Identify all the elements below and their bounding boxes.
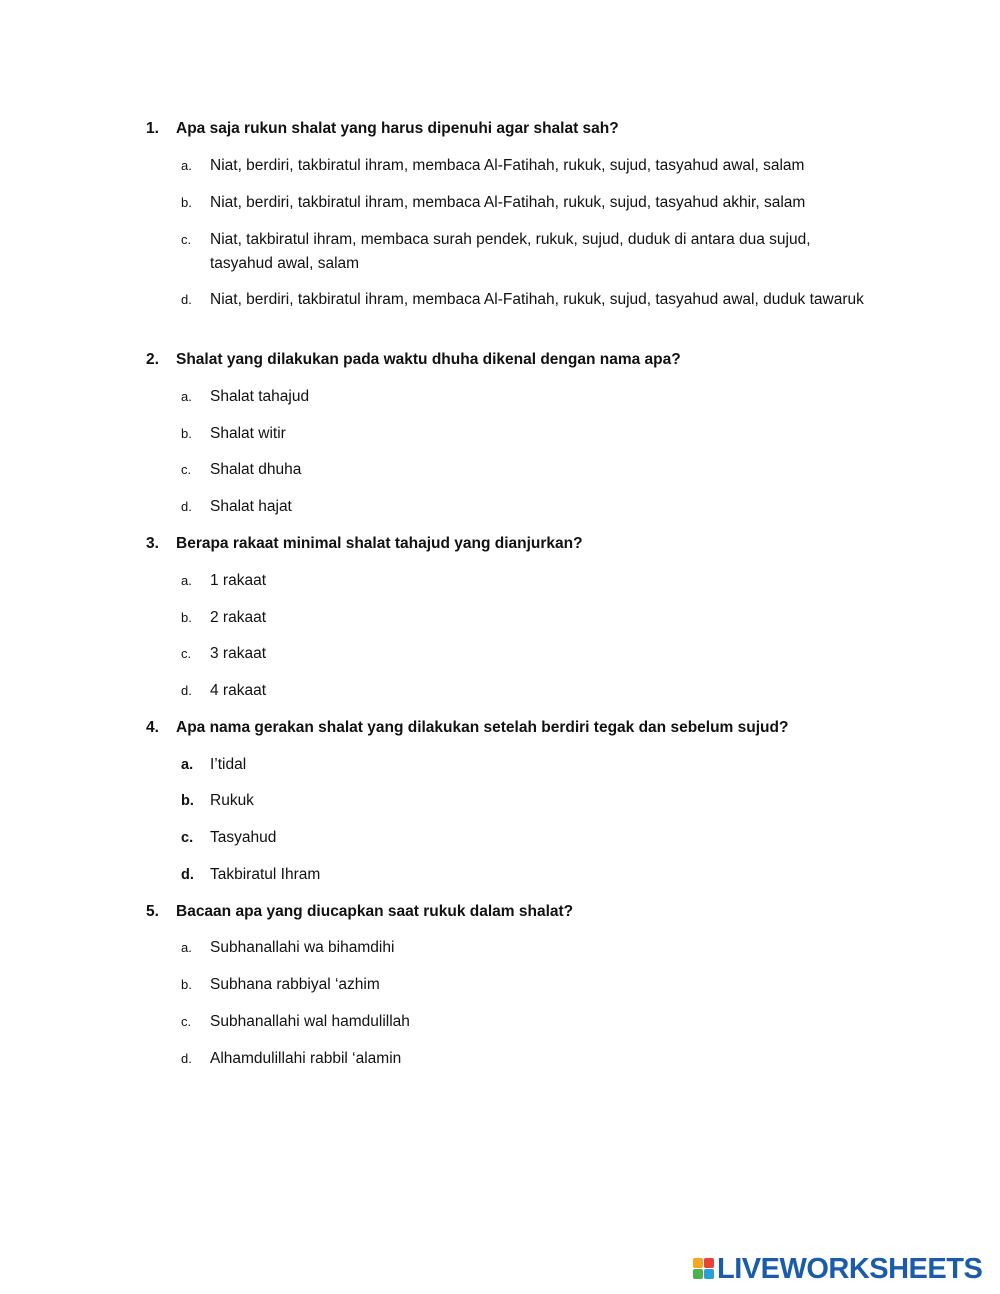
option-letter: d.	[181, 292, 192, 307]
option-letter: d.	[181, 1051, 192, 1066]
question-number: 3.	[146, 535, 159, 552]
option-text: 4 rakaat	[210, 682, 267, 699]
option-text: Tasyahud	[210, 829, 277, 846]
option-letter: c.	[181, 462, 192, 477]
option-letter: a.	[181, 940, 192, 955]
option-text: Niat, berdiri, takbiratul ihram, membaca Al-Fatihah, rukuk, sujud, tasyahud awal, salam	[210, 157, 805, 174]
option-letter: a.	[181, 389, 192, 404]
option-text: Shalat dhuha	[210, 461, 302, 478]
option-text: I’tidal	[210, 756, 247, 773]
option-text: Subhana rabbiyal ‘azhim	[210, 976, 380, 993]
option-letter: b.	[181, 977, 192, 992]
option-text: 1 rakaat	[210, 572, 267, 589]
question-text: Apa saja rukun shalat yang harus dipenuhi agar shalat sah?	[176, 120, 619, 137]
option-letter: a.	[181, 158, 192, 173]
logo-tile-icon	[704, 1269, 714, 1279]
option-letter: b.	[181, 610, 192, 625]
question-text: Berapa rakaat minimal shalat tahajud yang dianjurkan?	[176, 535, 583, 552]
option-letter: c.	[181, 830, 194, 846]
logo-mark-icon	[693, 1257, 715, 1281]
option-text: Shalat hajat	[210, 498, 292, 515]
question-number: 5.	[146, 903, 159, 920]
logo-text: LIVEWORKSHEETS	[717, 1253, 983, 1285]
option-text: Subhanallahi wa bihamdihi	[210, 939, 395, 956]
logo-tile-icon	[704, 1258, 714, 1268]
option-text: Niat, takbiratul ihram, membaca surah pendek, rukuk, sujud, duduk di antara dua sujud, tasyahud awal, salam	[210, 231, 811, 272]
option-text: Niat, berdiri, takbiratul ihram, membaca Al-Fatihah, rukuk, sujud, tasyahud awal, duduk tawaruk	[210, 291, 864, 308]
option-text: 2 rakaat	[210, 609, 267, 626]
question-text: Shalat yang dilakukan pada waktu dhuha dikenal dengan nama apa?	[176, 351, 681, 368]
logo-tile-icon	[693, 1269, 703, 1279]
question-number: 2.	[146, 351, 159, 368]
option-text: Takbiratul Ihram	[210, 866, 321, 883]
logo-tile-icon	[693, 1258, 703, 1268]
option-text: Shalat witir	[210, 425, 286, 442]
option-letter: a.	[181, 757, 194, 773]
option-letter: c.	[181, 1014, 192, 1029]
option-letter: d.	[181, 867, 194, 883]
question-text: Bacaan apa yang diucapkan saat rukuk dalam shalat?	[176, 903, 574, 920]
option-letter: d.	[181, 683, 192, 698]
question-text: Apa nama gerakan shalat yang dilakukan setelah berdiri tegak dan sebelum sujud?	[176, 719, 789, 736]
option-letter: c.	[181, 232, 192, 247]
liveworksheets-logo[interactable]	[693, 1254, 982, 1284]
option-text: Subhanallahi wal hamdulillah	[210, 1013, 410, 1030]
option-letter: b.	[181, 793, 194, 809]
option-letter: b.	[181, 195, 192, 210]
option-text: Alhamdulillahi rabbil ‘alamin	[210, 1050, 402, 1067]
option-text: Shalat tahajud	[210, 388, 310, 405]
option-text: 3 rakaat	[210, 645, 267, 662]
option-letter: b.	[181, 426, 192, 441]
option-text: Rukuk	[210, 792, 254, 809]
question-number: 4.	[146, 719, 159, 736]
option-letter: c.	[181, 646, 192, 661]
option-text: Niat, berdiri, takbiratul ihram, membaca Al-Fatihah, rukuk, sujud, tasyahud akhir, salam	[210, 194, 806, 211]
question-number: 1.	[146, 120, 159, 137]
option-letter: a.	[181, 573, 192, 588]
option-letter: d.	[181, 499, 192, 514]
